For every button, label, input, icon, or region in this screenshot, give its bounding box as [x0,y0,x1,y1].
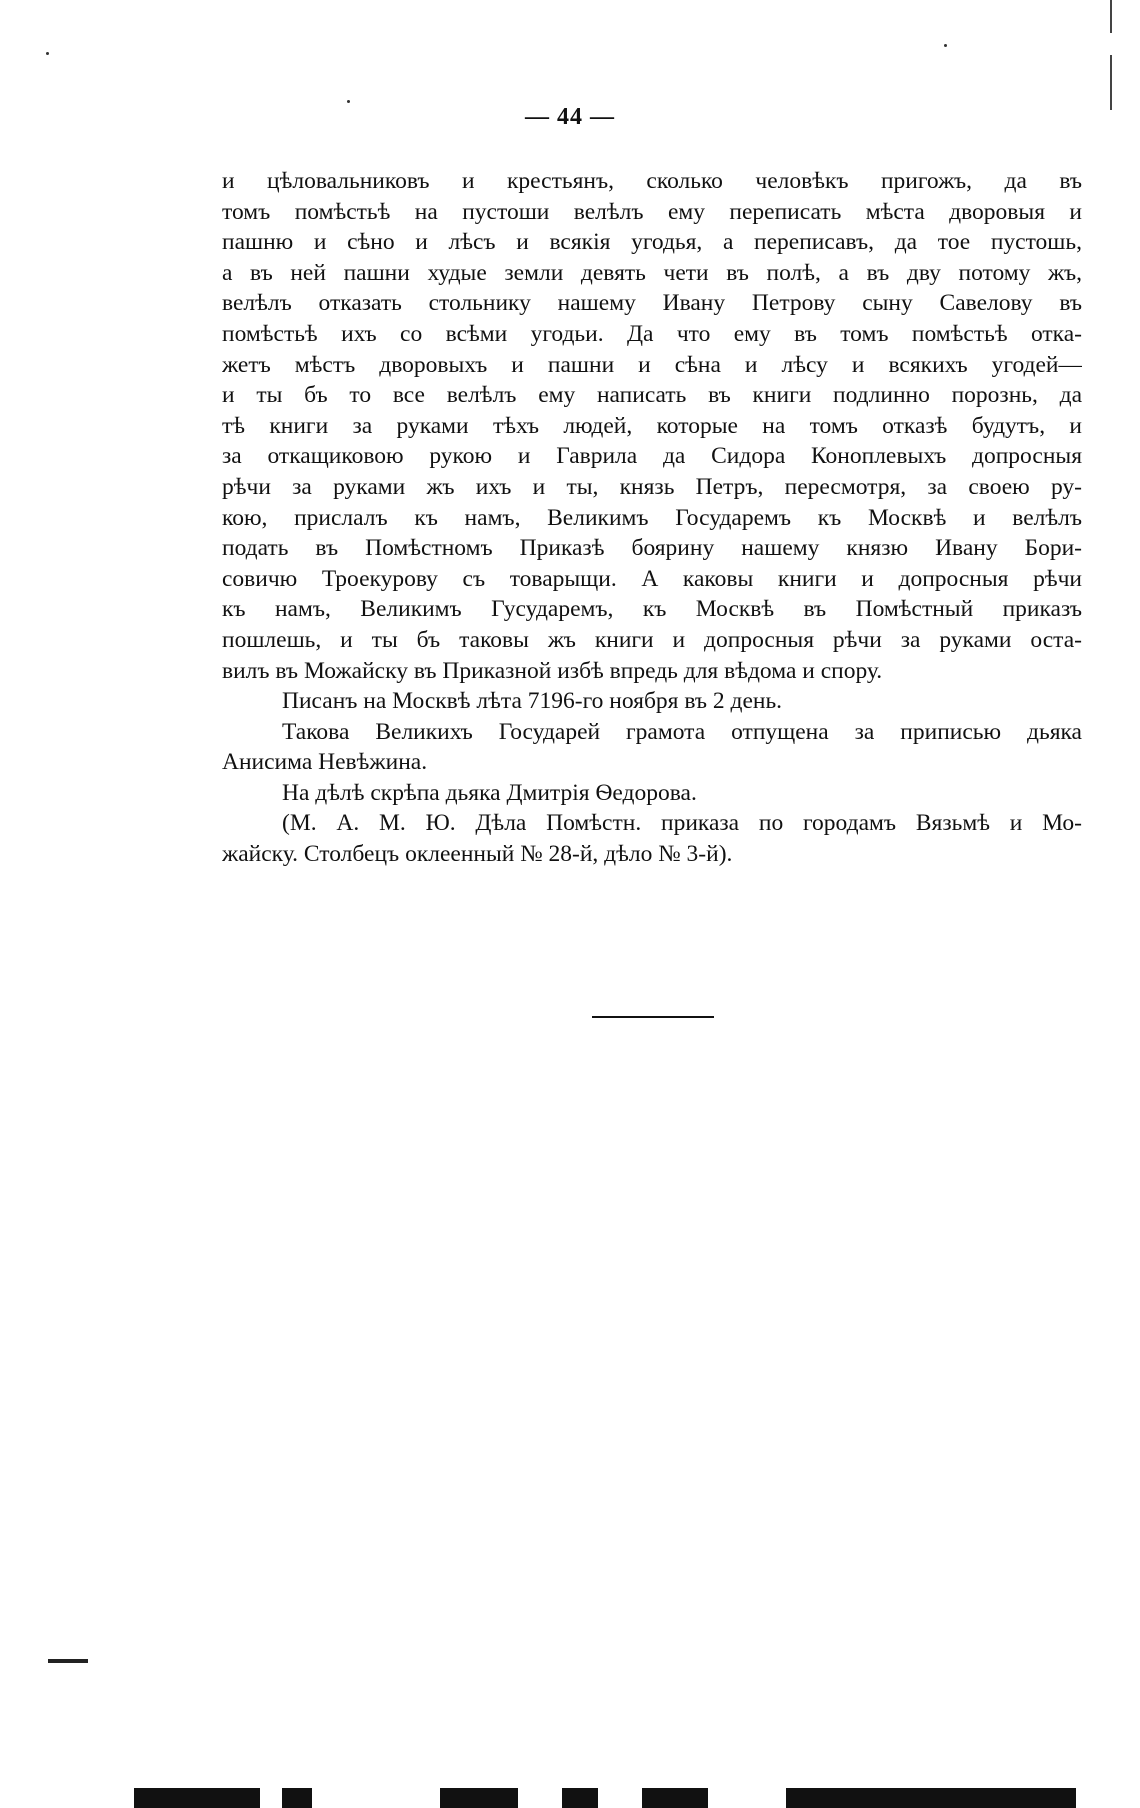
scan-dust [46,52,49,55]
text-line: совичю Троекурову съ товарыщи. А каковы книги и допросныя рѣчи [222,565,1082,592]
text-line: рѣчи за руками жъ ихъ и ты, князь Петръ, пересмотря, за своею ру- [222,473,1082,500]
scan-margin-mark [48,1659,88,1663]
paragraph-skrepa: На дѣлѣ скрѣпа дьяка Дмитрія Ѳедорова. [282,779,697,806]
scan-dust [944,44,947,47]
text-line: пошлешь, и ты бъ таковы жъ книги и допросныя рѣчи за руками оста- [222,626,1082,653]
page-number: — 44 — [525,104,615,130]
text-line: и ты бъ то все велѣлъ ему написать въ книги подлинно порознь, да [222,382,1082,409]
text-line: помѣстьѣ ихъ со всѣми угодьи. Да что ему въ томъ помѣстьѣ отка- [222,320,1082,347]
text-line: подать въ Помѣстномъ Приказѣ боярину нашему князю Ивану Бори- [222,535,1082,562]
section-separator [592,1016,714,1018]
text-line: и цѣловальниковъ и крестьянъ, сколько человѣкъ пригожъ, да въ [222,168,1082,194]
text-line: жайску. Столбецъ оклеенный № 28-й, дѣло № 3-й). [222,841,733,868]
scan-bottom-artifacts [0,1778,1140,1808]
paragraph-date: Писанъ на Москвѣ лѣта 7196-го ноября въ 2 день. [282,688,783,715]
text-line: жетъ мѣстъ дворовыхъ и пашни и сѣна и лѣсу и всякихъ угодей— [222,351,1082,378]
document-body [222,166,1082,870]
paragraph-citation [222,808,1082,869]
text-line: томъ помѣстьѣ на пустоши велѣлъ ему переписать мѣста дворовыя и [222,198,1082,225]
text-line: (М. А. М. Ю. Дѣла Помѣстн. приказа по городамъ Вязьмѣ и Мо- [282,810,1082,837]
text-line: къ намъ, Великимъ Гусударемъ, къ Москвѣ въ Помѣстный приказъ [222,596,1082,623]
text-line: вилъ въ Можайску въ Приказной избѣ впредь для вѣдома и спору. [222,657,883,684]
text-line: пашню и сѣно и лѣсъ и всякія угодья, а переписавъ, да тое пустошь, [222,229,1082,256]
scan-dust [347,100,350,103]
text-line: кою, прислалъ къ намъ, Великимъ Государемъ къ Москвѣ и велѣлъ [222,504,1082,531]
paragraph-gramota [222,717,1082,778]
scan-edge-mark [1110,0,1112,110]
text-line: а въ ней пашни худые земли девять чети въ полѣ, а въ дву потому жъ, [222,259,1082,286]
paragraph-main [222,166,1082,686]
text-line: Такова Великихъ Государей грамота отпущена за приписью дьяка [282,718,1082,745]
text-line: велѣлъ отказать стольнику нашему Ивану Петрову сыну Савелову въ [222,290,1082,317]
text-line: за откащиковою рукою и Гаврила да Сидора Коноплевыхъ допросныя [222,443,1082,470]
text-line: тѣ книги за руками тѣхъ людей, которые на томъ отказѣ будутъ, и [222,412,1082,439]
text-line: Анисима Невѣжина. [222,749,428,776]
